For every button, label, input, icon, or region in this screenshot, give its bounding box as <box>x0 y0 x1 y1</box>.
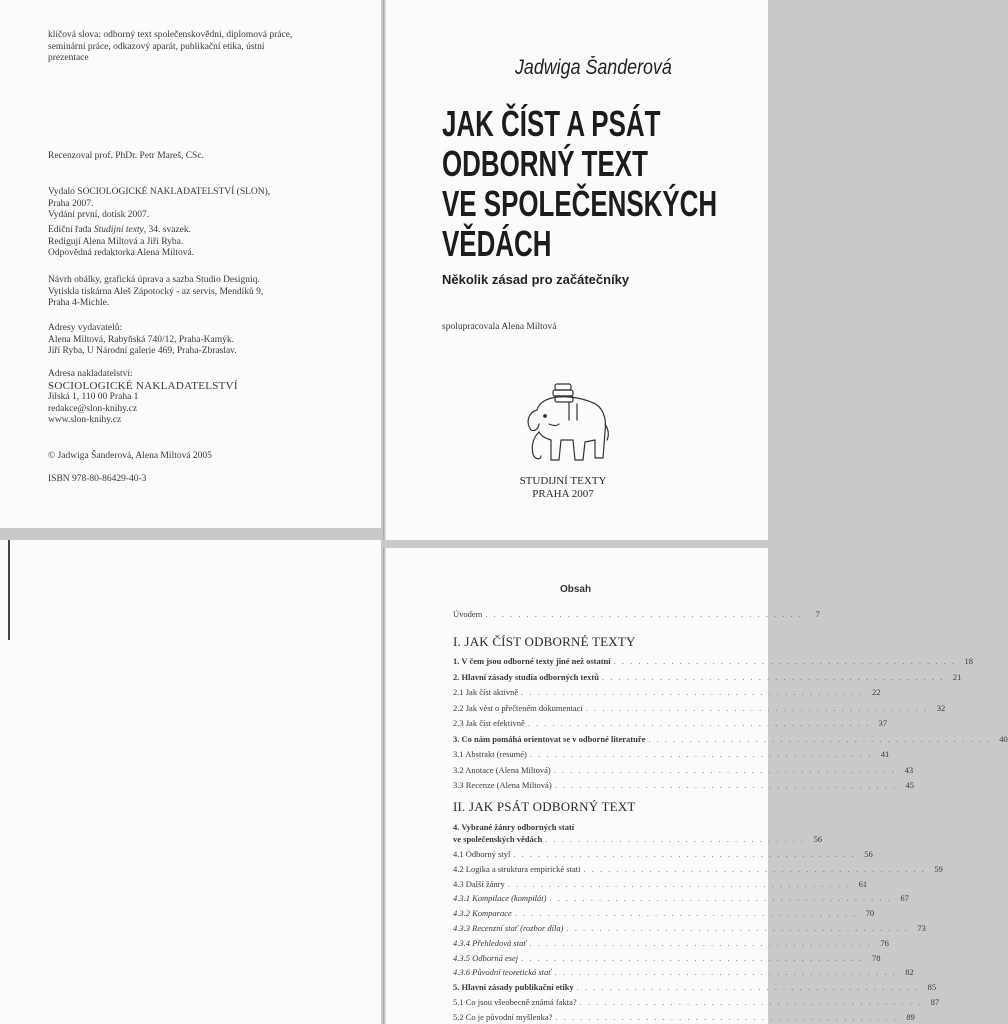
elephant-logo-icon <box>511 380 611 468</box>
blank-page <box>0 540 381 1024</box>
toc-entry: 4.3.6 Původní teoretická stať . . . . . . . . . . . . . . . . . . . . . . . . . . . . . . . . . . . . . . . . . . 82 <box>453 967 914 978</box>
publisher-imprint: STUDIJNÍ TEXTY PRAHA 2007 <box>519 475 607 500</box>
edition-info: Ediční řada Studijní texty, 34. svazek. Redigují Alena Miltová a Jiří Ryba. Odpovědná redaktorka Alena Miltová. <box>48 225 195 258</box>
toc-entry: 3. Co nám pomáhá orientovat se v odborné literatuře . . . . . . . . . . . . . . . . . . . . . . . . . . . . . . . . . . . . . . . . . . 40 <box>453 733 1008 744</box>
author-name: Jadwiga Šanderová <box>515 56 672 79</box>
design-info: Návrh obálky, grafická úprava a sazba Studio Designiq. Vytiskla tiskárna Aleš Zápotocký - az servis, Mendíků 9, Praha 4-Michle. <box>48 275 264 308</box>
page-gutter <box>383 548 386 1024</box>
toc-entry: 3.1 Abstrakt (resumé) . . . . . . . . . . . . . . . . . . . . . . . . . . . . . . . . . . . . . . . . . . 41 <box>453 749 890 759</box>
toc-entry: 4.1 Odborný styl . . . . . . . . . . . . . . . . . . . . . . . . . . . . . . . . . . . . . . . . . . 56 <box>453 849 873 859</box>
toc-entry: 4.3 Další žánry . . . . . . . . . . . . . . . . . . . . . . . . . . . . . . . . . . . . . . . . . . 61 <box>453 878 868 889</box>
collaborator: spolupracovala Alena Miltová <box>442 322 557 332</box>
toc-entry: 2.1 Jak číst aktivně . . . . . . . . . . . . . . . . . . . . . . . . . . . . . . . . . . . . . . . . . . 22 <box>453 687 881 697</box>
publisher-info: Vydalo SOCIOLOGICKÉ NAKLADATELSTVÍ (SLON), Praha 2007. Vydání první, dotisk 2007. <box>48 187 271 220</box>
toc-entry: 1. V čem jsou odborné texty jiné než ostatní . . . . . . . . . . . . . . . . . . . . . . . . . . . . . . . . . . . . . . . . . . 18 <box>453 656 974 666</box>
toc-entry: 4.3.1 Kompilace (kompilát) . . . . . . . . . . . . . . . . . . . . . . . . . . . . . . . . . . . . . . . . . . 67 <box>453 893 909 904</box>
book-subtitle: Několik zásad pro začátečníky <box>442 272 630 287</box>
toc-entry-intro: Úvodem . . . . . . . . . . . . . . . . . . . . . . . . . . . . . . . . . . . . . . . 7 <box>453 609 820 619</box>
book-title: JAK ČÍST A PSÁT ODBORNÝ TEXT VE SPOLEČENSKÝCH VĚDÁCH <box>442 103 718 264</box>
toc-entry: 2.2 Jak vést o přečteném dokumentaci . . . . . . . . . . . . . . . . . . . . . . . . . . . . . . . . . . . . . . . . . . 32 <box>453 702 946 713</box>
keywords: klíčová slova: odborný text společenskovědní, diplomová práce, seminární práce, odkazový aparát, publikační etika, ústní prezentace <box>48 30 293 63</box>
toc-entry: 3.2 Anotace (Alena Miltová) . . . . . . . . . . . . . . . . . . . . . . . . . . . . . . . . . . . . . . . . . . 43 <box>453 764 914 775</box>
toc-entry: 4.3.4 Přehledová stať . . . . . . . . . . . . . . . . . . . . . . . . . . . . . . . . . . . . . . . . . . 76 <box>453 937 889 948</box>
page-gutter <box>383 0 386 540</box>
contents-page <box>383 548 1008 1024</box>
toc-entry: 5.2 Co je původní myšlenka? . . . . . . . . . . . . . . . . . . . . . . . . . . . . . . . . . . . . . . . . . . 89 <box>453 1011 915 1022</box>
toc-entry: 5. Hlavní zásady publikační etiky . . . . . . . . . . . . . . . . . . . . . . . . . . . . . . . . . . . . . . . . . . 85 <box>453 982 937 993</box>
publisher-address: Adresa nakladatelství: SOCIOLOGICKÉ NAKLADATELSTVÍ Jilská 1, 110 00 Praha 1 redakce@slon-knihy.cz www.slon-knihy.cz <box>48 369 238 425</box>
toc-entry: 5.1 Co jsou všeobecně známá fakta? . . . . . . . . . . . . . . . . . . . . . . . . . . . . . . . . . . . . . . . . . . 87 <box>453 997 940 1007</box>
toc-entry: 4.3.5 Odborná esej . . . . . . . . . . . . . . . . . . . . . . . . . . . . . . . . . . . . . . . . . . 78 <box>453 952 881 963</box>
toc-entry: 4.2 Logika a struktura empirické stati . . . . . . . . . . . . . . . . . . . . . . . . . . . . . . . . . . . . . . . . . . 59 <box>453 863 943 874</box>
toc-entry: 4.3.3 Recenzní stať (rozbor díla) . . . . . . . . . . . . . . . . . . . . . . . . . . . . . . . . . . . . . . . . . . 73 <box>453 923 926 933</box>
toc-entry: 2. Hlavní zásady studia odborných textů . . . . . . . . . . . . . . . . . . . . . . . . . . . . . . . . . . . . . . . . . . 21 <box>453 671 962 682</box>
toc-entry: 4. Vybrané žánry odborných statí <box>453 822 575 832</box>
toc-entry: 3.3 Recenze (Alena Miltová) . . . . . . . . . . . . . . . . . . . . . . . . . . . . . . . . . . . . . . . . . . 45 <box>453 780 915 790</box>
contents-heading: Obsah <box>559 584 592 595</box>
reviewer: Recenzoval prof. PhDr. Petr Mareš, CSc. <box>48 151 204 161</box>
imprint-page <box>0 0 381 528</box>
isbn: ISBN 978-80-86429-40-3 <box>48 474 147 484</box>
toc-entry: 2.3 Jak číst efektivně . . . . . . . . . . . . . . . . . . . . . . . . . . . . . . . . . . . . . . . . . . 37 <box>453 718 888 728</box>
copyright: © Jadwiga Šanderová, Alena Miltová 2005 <box>48 451 212 461</box>
toc-part-2: II. JAK PSÁT ODBORNÝ TEXT <box>453 799 636 814</box>
toc-part-1: I. JAK ČÍST ODBORNÉ TEXTY <box>453 634 636 649</box>
toc-entry: 4.3.2 Komparace . . . . . . . . . . . . . . . . . . . . . . . . . . . . . . . . . . . . . . . . . . 70 <box>453 908 875 919</box>
addresses: Adresy vydavatelů: Alena Miltová, Rabyňská 740/12, Praha-Kamýk. Jiří Ryba, U Národní galerie 469, Praha-Zbraslav. <box>48 323 237 356</box>
title-page <box>383 0 768 540</box>
toc-entry: ve společenských vědách . . . . . . . . . . . . . . . . . . . . . . . . . . . . . . . . 56 <box>453 834 823 844</box>
page-edge-mark <box>8 540 10 640</box>
